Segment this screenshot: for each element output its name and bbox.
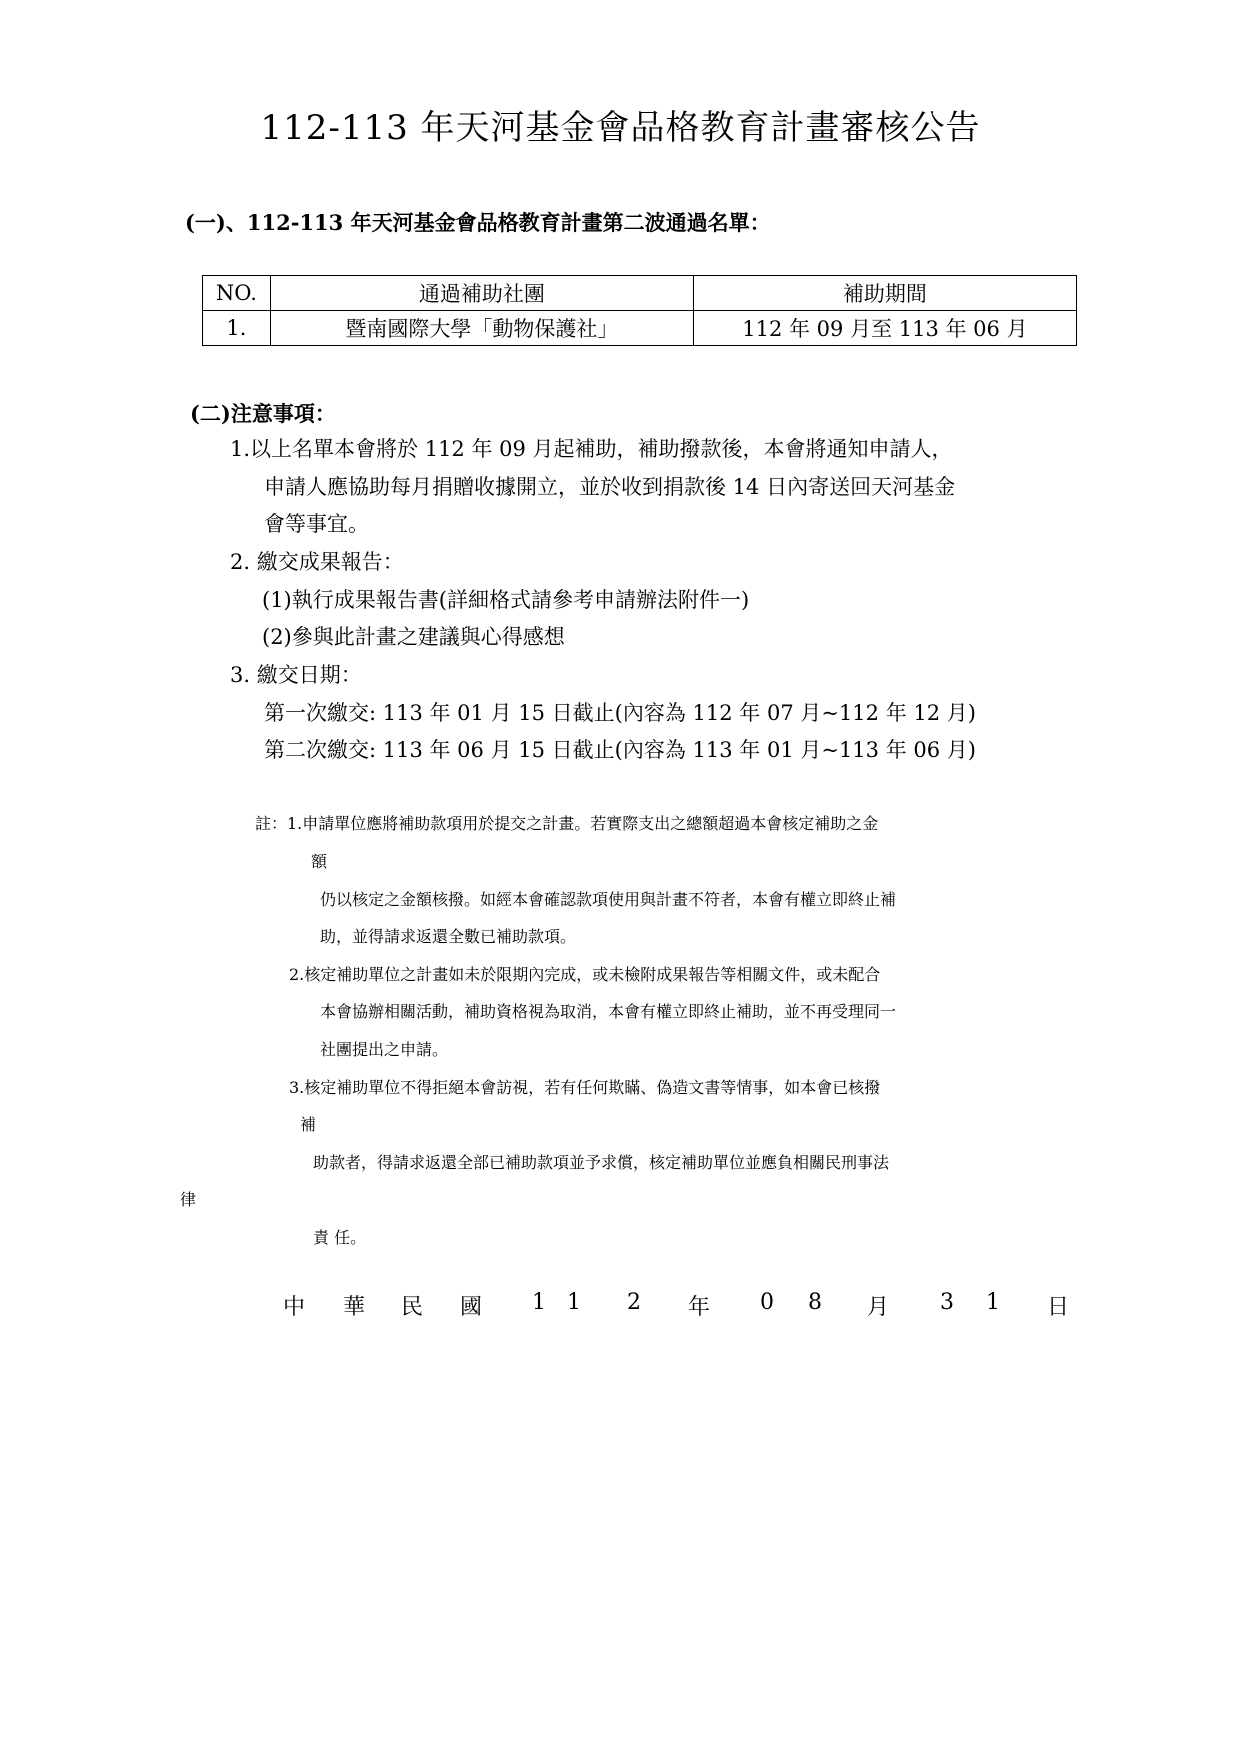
- notice-line: 2. 繳交成果報告：: [230, 550, 404, 574]
- date-char: 2: [627, 1290, 641, 1315]
- footnote-line: 助款者，得請求返還全部已補助款項並予求償，核定補助單位並應負相關民刑事法: [313, 1153, 890, 1172]
- notice-line: 第二次繳交: 113 年 06 月 15 日截止(內容為 113 年 01 月~113 年 06 月): [264, 738, 976, 762]
- date-char: 民: [401, 1295, 424, 1320]
- date-char: 月: [867, 1295, 890, 1320]
- date-char: 國: [460, 1295, 483, 1320]
- page-title: 112-113 年天河基金會品格教育計畫審核公告: [260, 108, 981, 148]
- footnote-line: 註：1.申請單位應將補助款項用於提交之計畫。若實際支出之總額超過本會核定補助之金: [255, 814, 879, 833]
- notice-line: 1.以上名單本會將於 112 年 09 月起補助，補助撥款後，本會將通知申請人，: [230, 437, 953, 461]
- section2-heading: (二)注意事項：: [190, 401, 336, 426]
- notice-line: 第一次繳交: 113 年 01 月 15 日截止(內容為 112 年 07 月~112 年 12 月): [264, 701, 976, 725]
- footnote-line: 律: [180, 1190, 197, 1209]
- header-period: 補助期間: [693, 276, 1076, 311]
- cell-period: 112 年 09 月至 113 年 06 月: [693, 311, 1076, 346]
- date-char: 8: [808, 1290, 822, 1315]
- date-char: 3: [940, 1290, 954, 1315]
- notice-line: 申請人應協助每月捐贈收據開立，並於收到捐款後 14 日內寄送回天河基金: [264, 475, 956, 499]
- date-char: 日: [1047, 1295, 1070, 1320]
- footnote-line: 本會協辦相關活動，補助資格視為取消，本會有權立即終止補助，並不再受理同一: [320, 1002, 897, 1021]
- table-header-row: [203, 276, 1077, 311]
- date-char: 中: [283, 1295, 306, 1320]
- date-char: 1: [567, 1290, 581, 1315]
- section1-heading: (一)、112-113 年天河基金會品格教育計畫第二波通過名單：: [185, 210, 771, 235]
- footnote-line: 補: [300, 1115, 317, 1134]
- date-char: 年: [688, 1295, 711, 1320]
- footnote-line: 責 任。: [313, 1228, 367, 1247]
- footnote-line: 社團提出之申請。: [320, 1040, 449, 1059]
- date-char: 1: [986, 1290, 1000, 1315]
- cell-club: 暨南國際大學「動物保護社」: [270, 311, 693, 346]
- footnote-line: 2.核定補助單位之計畫如未於限期內完成，或未檢附成果報告等相關文件，或未配合: [289, 965, 881, 984]
- notice-line: 會等事宜。: [264, 512, 369, 536]
- header-club: 通過補助社團: [270, 276, 693, 311]
- notice-line: 3. 繳交日期：: [230, 663, 362, 687]
- date-char: 華: [343, 1295, 366, 1320]
- footnote-line: 額: [311, 852, 328, 871]
- cell-no: 1.: [203, 311, 271, 346]
- footnote-line: 助，並得請求返還全數已補助款項。: [320, 927, 577, 946]
- notice-line: (1)執行成果報告書(詳細格式請參考申請辦法附件一): [262, 588, 750, 612]
- footnote-line: 仍以核定之金額核撥。如經本會確認款項使用與計畫不符者，本會有權立即終止補: [320, 890, 897, 909]
- date-char: 0: [760, 1290, 774, 1315]
- date-char: 1: [532, 1290, 546, 1315]
- footnote-line: 3.核定補助單位不得拒絕本會訪視，若有任何欺瞞、偽造文書等情事，如本會已核撥: [289, 1078, 881, 1097]
- table-row: [203, 311, 1077, 346]
- header-no: NO.: [203, 276, 271, 311]
- approved-list-table: [202, 275, 1077, 346]
- notice-line: (2)參與此計畫之建議與心得感想: [262, 625, 565, 649]
